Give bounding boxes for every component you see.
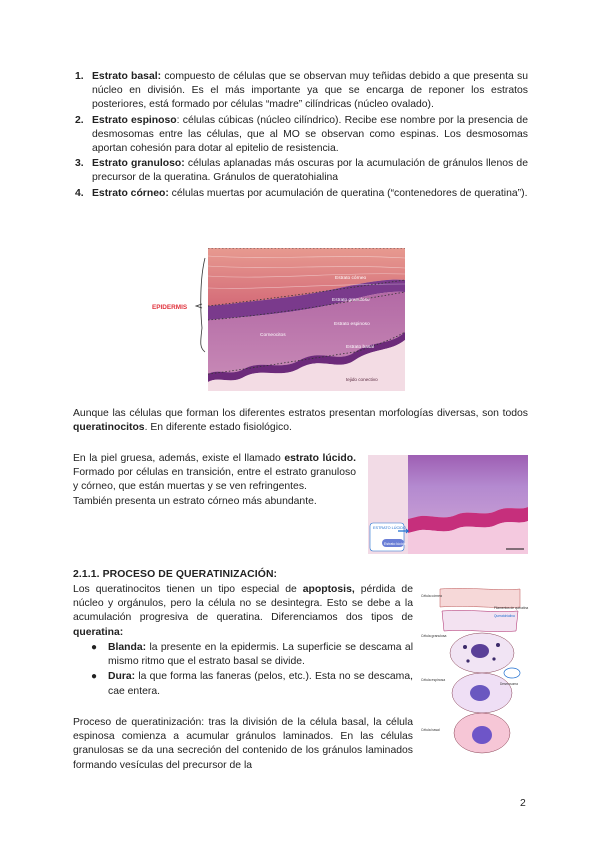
epidermis-histology-image: [150, 248, 405, 391]
epidermis-label: EPIDERMIS: [152, 304, 188, 311]
keratinization-diagram-image: [420, 585, 530, 757]
list-item: 2. Estrato espinoso: células cúbicas (núcleo cilíndrico). Recibe ese nombre por la presencia de desmosomas entre las células, que al MO se observan como espinas. Los desmosomas aportan cohesión para dotar al epitelio de resistencia.: [75, 114, 528, 155]
queratinizacion-paragraph: Los queratinocitos tienen un tipo especial de apoptosis, pérdida de núcleo y orgánulos, pero la célula no se desintegra. Esto se debe a la acumulación progresiva de queratina. Diferenciamos dos tipos de queratina:: [73, 584, 413, 638]
list-item: 1. Estrato basal: compuesto de células que se observan muy teñidas debido a que presenta su núcleo en división. Es el más importante ya que se encarga de reponer los estratos posteriores, está formado por células “madre” cilíndricas (núcleo ovalado).: [75, 71, 528, 111]
diagram-label: Desmosoma: [500, 682, 518, 686]
epidermis-figure: [150, 248, 405, 391]
lucido-pill-label: Estrato lúcido: [384, 542, 406, 546]
list-item: 3. Estrato granuloso: células aplanadas más oscuras por la acumulación de gránulos llenos de precursor de la queratina. Gránulos de queratohialina: [75, 158, 528, 184]
diagram-label: Célula basal: [421, 728, 440, 732]
queratinocitos-paragraph: Aunque las células que forman los diferentes estratos presentan morfologías diversas, son todos queratinocitos. En diferente estado fisiológico.: [73, 408, 528, 434]
lucido-paragraph: En la piel gruesa, además, existe el llamado estrato lúcido. Formado por células en transición, entre el estrato granuloso y córneo, que están muertas y se ven refringentes. También presenta un estrato córneo más abundante.: [73, 453, 357, 507]
layer-label: Corneocitos: [260, 333, 286, 338]
layer-label: Estrato basal: [346, 345, 374, 350]
layer-label: tejido conectivo: [346, 377, 378, 382]
layer-label: Estrato granuloso: [332, 298, 370, 303]
thick-skin-histology-image: [368, 455, 528, 554]
keratin-types-list: [91, 641, 413, 700]
list-item: ● Blanda: la presente en la epidermis. La superficie se descama al mismo ritmo que el estrato basal se divide.: [91, 642, 413, 668]
list-item: ● Dura: la que forma las faneras (pelos, etc.). Esta no se descama, cae entera.: [91, 671, 413, 697]
list-item: 4. Estrato córneo: células muertas por acumulación de queratina (“contenedores de queratina”).: [75, 187, 528, 199]
thick-skin-figure: [368, 455, 528, 554]
keratinization-diagram: [420, 585, 530, 757]
diagram-label: Célula granulosa: [421, 634, 447, 638]
diagram-label: Célula espinosa: [421, 678, 446, 682]
lucido-box-label: ESTRATO LÚCIDO: [373, 526, 406, 530]
page-number: 2: [520, 798, 526, 809]
diagram-label: Queratohialina: [494, 614, 515, 618]
layer-label: Estrato espinoso: [334, 322, 370, 327]
diagram-label: Filamentos de queratina: [494, 606, 529, 610]
section-heading: 2.1.1. PROCESO DE QUERATINIZACIÓN:: [73, 569, 278, 580]
strata-list: [75, 70, 528, 202]
proceso-paragraph: Proceso de queratinización: tras la división de la célula basal, la célula espinosa comienza a acumular gránulos laminados. En las células granulosas se da una secreción del contenido de los gránulos laminados formando vesículas del precursor de la: [73, 717, 413, 771]
diagram-label: Célula córnea: [421, 594, 442, 598]
layer-label: Estrato córneo: [335, 276, 367, 281]
